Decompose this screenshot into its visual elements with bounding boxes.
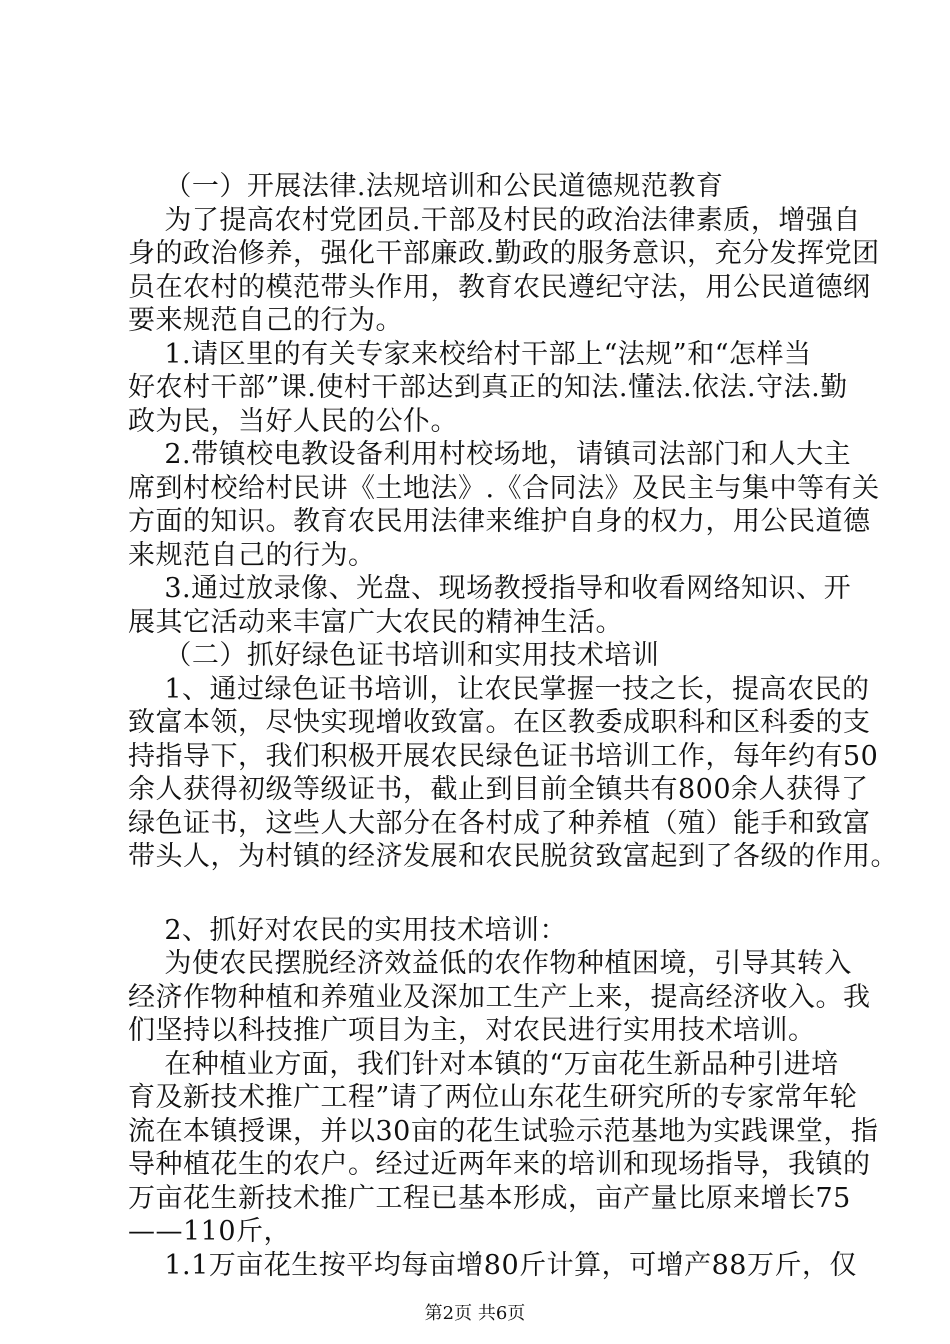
text-line: ——110斤， bbox=[128, 1216, 292, 1247]
page-number-label: 第2页 共6页 bbox=[424, 1303, 526, 1324]
text-line: （一）开展法律.法规培训和公民道德规范教育 bbox=[128, 171, 724, 202]
text-line: 绿色证书，这些人大部分在各村成了种养植（殖）能手和致富 bbox=[128, 807, 871, 839]
text-line: 为了提高农村党团员.干部及村民的政治法律素质，增强自 bbox=[128, 204, 861, 236]
page-footer bbox=[0, 1303, 950, 1325]
text-line: 要来规范自己的行为。 bbox=[128, 305, 403, 336]
text-line: 2.带镇校电教设备利用村校场地，请镇司法部门和人大主 bbox=[128, 439, 852, 470]
text-line: 经济作物种植和养殖业及深加工生产上来，提高经济收入。我 bbox=[128, 981, 871, 1013]
text-line: 导种植花生的农户。经过近两年来的培训和现场指导，我镇的 bbox=[128, 1149, 871, 1180]
document-body bbox=[128, 170, 898, 1282]
text-line: 们坚持以科技推广项目为主，对农民进行实用技术培训。 bbox=[128, 1015, 816, 1046]
text-line: 带头人，为村镇的经济发展和农民脱贫致富起到了各级的作用。 bbox=[128, 841, 898, 872]
text-line: 余人获得初级等级证书，截止到目前全镇共有800余人获得了 bbox=[128, 774, 869, 805]
text-line: 展其它活动来丰富广大农民的精神生活。 bbox=[128, 606, 623, 638]
paragraph-gap bbox=[128, 874, 838, 914]
text-line: 员在农村的模范带头作用，教育农民遵纪守法，用公民道德纲 bbox=[128, 271, 871, 303]
text-line: （二）抓好绿色证书培训和实用技术培训 bbox=[128, 640, 660, 671]
text-line: 2、抓好对农民的实用技术培训： bbox=[128, 914, 568, 946]
text-line: 流在本镇授课，并以30亩的花生试验示范基地为实践课堂，指 bbox=[128, 1115, 879, 1147]
text-line: 好农村干部”课.使村干部达到真正的知法.懂法.依法.守法.勤 bbox=[128, 372, 848, 403]
text-line: 持指导下，我们积极开展农民绿色证书培训工作，每年约有50 bbox=[128, 740, 879, 772]
text-line: 为使农民摆脱经济效益低的农作物种植困境，引导其转入 bbox=[128, 948, 852, 979]
text-line: 政为民，当好人民的公仆。 bbox=[128, 405, 458, 437]
text-line: 来规范自己的行为。 bbox=[128, 539, 376, 571]
text-line: 方面的知识。教育农民用法律来维护自身的权力，用公民道德 bbox=[128, 506, 871, 537]
text-line: 3.通过放录像、光盘、现场教授指导和收看网络知识、开 bbox=[128, 573, 852, 604]
text-line: 1、通过绿色证书培训，让农民掌握一技之长，提高农民的 bbox=[128, 673, 870, 705]
text-line: 席到村校给村民讲《土地法》.《合同法》及民主与集中等有关 bbox=[128, 472, 880, 504]
text-line: 在种植业方面，我们针对本镇的“万亩花生新品种引进培 bbox=[128, 1048, 839, 1080]
text-line: 育及新技术推广工程”请了两位山东花生研究所的专家常年轮 bbox=[128, 1082, 858, 1113]
text-line: 万亩花生新技术推广工程已基本形成，亩产量比原来增长75 bbox=[128, 1182, 851, 1214]
text-line: 致富本领，尽快实现增收致富。在区教委成职科和区科委的支 bbox=[128, 707, 871, 738]
text-line: 1.1万亩花生按平均每亩增80斤计算，可增产88万斤，仅 bbox=[128, 1249, 857, 1281]
text-line: 1.请区里的有关专家来校给村干部上“法规”和“怎样当 bbox=[128, 338, 812, 370]
text-line: 身的政治修养，强化干部廉政.勤政的服务意识，充分发挥党团 bbox=[128, 238, 880, 269]
